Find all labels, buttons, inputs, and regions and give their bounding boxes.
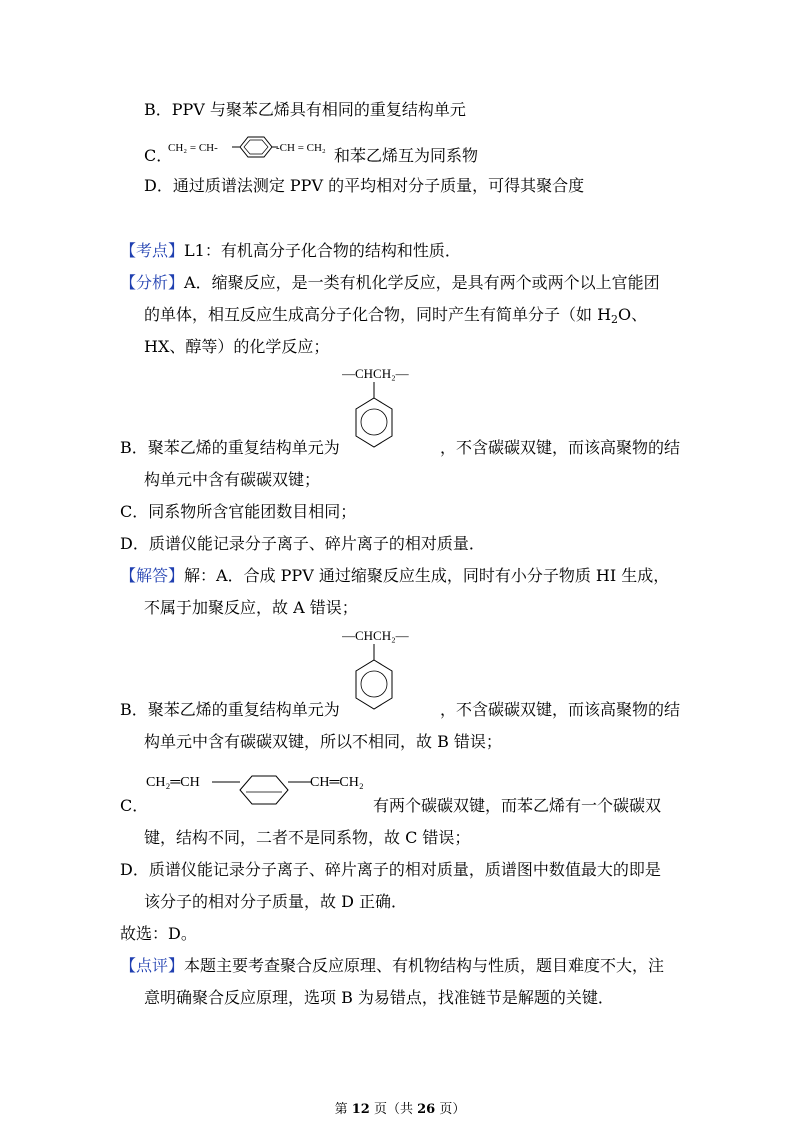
svg-text:CH₂═CH: CH₂═CH	[146, 775, 200, 790]
struct-right-label: -CH = CH₂	[276, 142, 326, 154]
svg-text:—CHCH₂—: —CHCH₂—	[342, 366, 409, 381]
page-total: 26	[417, 1102, 436, 1117]
svg-text:—CHCH₂—: —CHCH₂—	[342, 628, 409, 643]
page-footer: 第 12 页（共 26 页）	[334, 1102, 466, 1117]
fenxi-tag: 【分析】	[120, 273, 185, 292]
jieda-c-prefix: C．	[120, 796, 149, 815]
fenxi-b-a: B．聚苯乙烯的重复结构单元为	[120, 438, 340, 457]
jieda-b-c: 构单元中含有碳碳双键，所以不相同，故 B 错误；	[144, 732, 502, 751]
kaodian-tag: 【考点】	[120, 241, 185, 260]
dianping-line-1: 【点评】本题主要考查聚合反应原理、有机物结构与性质，题目难度不大，注	[120, 956, 665, 975]
fenxi-line-1: 【分析】A．缩聚反应，是一类有机化学反应，是具有两个或两个以上官能团	[120, 273, 660, 292]
jieda-c-a: 有两个碳碳双键，而苯乙烯有一个碳碳双	[373, 796, 662, 815]
jieda-d-a: D．质谱仪能记录分子离子、碎片离子的相对质量，质谱图中数值最大的即是	[120, 860, 661, 879]
option-d: D．通过质谱法测定 PPV 的平均相对分子质量，可得其聚合度	[144, 176, 585, 195]
svg-text:CH═CH₂: CH═CH₂	[310, 775, 364, 790]
option-c-prefix: C．	[144, 146, 173, 165]
dianping-line-2: 意明确聚合反应原理，选项 B 为易错点，找准链节是解题的关键．	[144, 988, 614, 1007]
jieda-c-b: 键，结构不同，二者不是同系物，故 C 错误；	[144, 828, 471, 847]
fenxi-b-b: ，不含碳碳双键，而该高聚物的结	[440, 438, 681, 457]
fenxi-c: C．同系物所含官能团数目相同；	[120, 502, 357, 521]
option-c-suffix: 和苯乙烯互为同系物	[334, 146, 479, 165]
struct-left-label: CH₂ = CH-	[168, 142, 218, 154]
fenxi-line-3: HX、醇等）的化学反应；	[144, 337, 330, 356]
page-number: 12	[351, 1102, 370, 1117]
jieda-d-b: 该分子的相对分子质量，故 D 正确．	[144, 892, 408, 911]
jieda-b-b: ，不含碳碳双键，而该高聚物的结	[440, 700, 681, 719]
fenxi-line-2: 的单体，相互反应生成高分子化合物，同时产生有简单分子（如 $H_2O$、	[144, 305, 648, 326]
fenxi-b-c: 构单元中含有碳碳双键；	[144, 470, 321, 489]
dianping-tag: 【点评】	[120, 956, 185, 975]
divinylbenzene-structure-small	[168, 134, 336, 164]
jieda-line-1: 【解答】解：A．合成 PPV 通过缩聚反应生成，同时有小分子物质 HI 生成，	[120, 566, 670, 585]
jieda-tag: 【解答】	[120, 566, 185, 585]
option-b: B．PPV 与聚苯乙烯具有相同的重复结构单元	[144, 100, 466, 119]
fenxi-d: D．质谱仪能记录分子离子、碎片离子的相对质量．	[120, 534, 485, 553]
divinylbenzene-structure	[146, 766, 378, 832]
kaodian-text: L1：有机高分子化合物的结构和性质．	[184, 241, 461, 260]
jieda-b-a: B．聚苯乙烯的重复结构单元为	[120, 700, 340, 719]
polystyrene-unit-structure	[342, 364, 442, 460]
kaodian-line	[120, 241, 461, 261]
jieda-line-2: 不属于加聚反应，故 A 错误；	[144, 598, 358, 617]
jieda-choice: 故选：D。	[120, 924, 197, 943]
polystyrene-unit-structure-2	[342, 626, 442, 722]
